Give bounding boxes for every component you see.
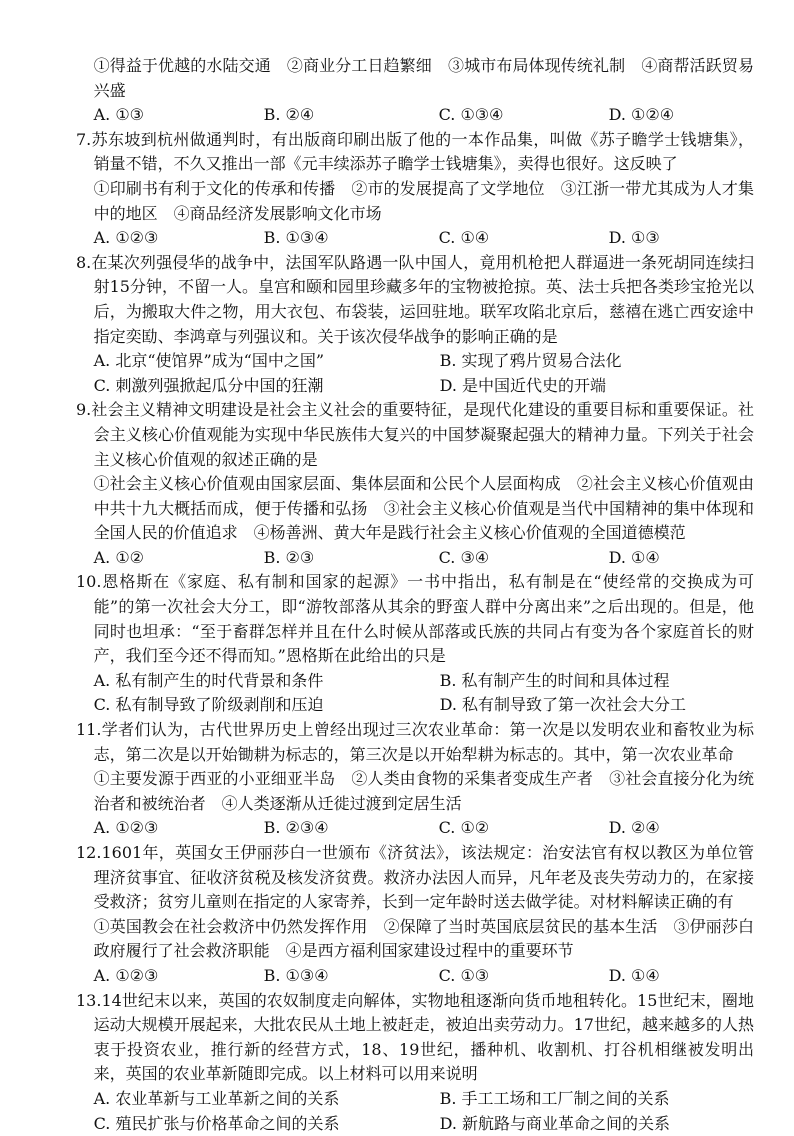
q10-option-a[interactable]: A. 私有制产生的时代背景和条件 (93, 670, 324, 690)
q10-option-c[interactable]: C. 私有制导致了阶级剥削和压迫 (93, 695, 324, 715)
q8-option-d[interactable]: D. 是中国近代史的开端 (439, 375, 607, 395)
q11-options (94, 816, 754, 841)
q12-statements: ①英国教会在社会救济中仍然发挥作用 ②保障了当时英国底层贫民的基本生活 ③伊丽莎白政府履行了社会救济职能 ④是西方福利国家建设过程中的重要环节 (93, 916, 754, 961)
q13-options (94, 1087, 754, 1136)
q9-option-c[interactable]: C. ③④ (438, 547, 490, 567)
q12-options (94, 964, 754, 989)
q7-statements: ①印刷书有利于文化的传承和传播 ②市的发展提高了文学地位 ③江浙一带尤其成为人才集中的地区 ④商品经济发展影响文化市场 (93, 178, 754, 223)
q13-stem-text: 14世纪末以来，英国的农奴制度走向解体，实物地租逐渐向货币地租转化。15世纪末，圈地运动大规模开展起来，大批农民从土地上被赶走，被迫出卖劳动力。17世纪，越来越多的人热衷于投资农业，推行新的经营方式，18、19世纪，播种机、收割机、打谷机相继被发明出来，英国的农业革新随即完成。以上材料可以用来说明 (93, 990, 754, 1084)
q11-number: 11. (76, 720, 102, 740)
q6-option-a[interactable]: A. ①③ (93, 105, 145, 125)
q9-options (94, 546, 754, 571)
q8-stem (76, 251, 754, 349)
q11-option-d[interactable]: D. ②④ (608, 818, 660, 838)
q9-stem (76, 398, 754, 472)
question-11 (76, 718, 754, 841)
q10-stem-text: 恩格斯在《家庭、私有制和国家的起源》一书中指出，私有制是在“使经常的交换成为可能”的第一次社会大分工，即“游牧部落从其余的野蛮人群中分离出来”之后出现的。但是，他同时也坦承：“至于畜群怎样并且在什么时候从部落或氏族的共同占有变为各个家庭首长的财产，我们至今还不得而知。”恩格斯在此给出的只是 (93, 572, 754, 666)
question-12 (76, 841, 754, 989)
q9-option-d[interactable]: D. ①④ (608, 547, 660, 567)
q9-stem-text: 社会主义精神文明建设是社会主义社会的重要特征，是现代化建设的重要目标和重要保证。社会主义核心价值观能为实现中华民族伟大复兴的中国梦凝聚起强大的精神力量。下列关于社会主义核心价值观的叙述正确的是 (91, 400, 754, 469)
q8-option-b[interactable]: B. 实现了鸦片贸易合法化 (439, 351, 622, 371)
q7-number: 7. (76, 129, 92, 149)
q12-option-a[interactable]: A. ①②③ (93, 965, 159, 985)
q6-options (94, 103, 754, 128)
q6-option-b[interactable]: B. ②④ (263, 105, 315, 125)
q12-number: 12. (76, 843, 102, 862)
q7-option-b[interactable]: B. ①③④ (263, 228, 329, 248)
q10-stem (76, 570, 754, 668)
q13-option-d[interactable]: D. 新航路与商业革命之间的关系 (439, 1113, 671, 1133)
q7-stem-text: 苏东坡到杭州做通判时，有出版商印刷出版了他的一本作品集，叫做《苏子瞻学士钱塘集》，销量不错，不久又推出一部《元丰续添苏子瞻学士钱塘集》，卖得也很好。这反映了 (91, 129, 754, 174)
q7-options (94, 226, 754, 251)
q12-stem (76, 841, 754, 915)
q7-option-c[interactable]: C. ①④ (438, 228, 490, 248)
question-7 (76, 128, 754, 251)
q10-number: 10. (76, 572, 102, 592)
q11-option-c[interactable]: C. ①② (438, 818, 490, 838)
q6-option-c[interactable]: C. ①③④ (438, 105, 504, 125)
q13-number: 13. (76, 990, 102, 1010)
question-6-continuation (76, 54, 754, 128)
q11-option-b[interactable]: B. ②③④ (263, 818, 329, 838)
q6-option-d[interactable]: D. ①②④ (608, 105, 675, 125)
q7-stem (76, 128, 754, 177)
q10-options (94, 669, 754, 718)
q13-option-b[interactable]: B. 手工工场和工厂制之间的关系 (439, 1088, 670, 1108)
q6-statements: ①得益于优越的水陆交通 ②商业分工日趋繁细 ③城市布局体现传统礼制 ④商帮活跃贸易兴盛 (93, 56, 754, 100)
question-9 (76, 398, 754, 570)
q13-stem (76, 989, 754, 1087)
q8-option-c[interactable]: C. 刺激列强掀起瓜分中国的狂潮 (93, 375, 324, 395)
q7-option-d[interactable]: D. ①③ (608, 228, 660, 248)
q13-option-c[interactable]: C. 殖民扩张与价格革命之间的关系 (93, 1113, 340, 1133)
q12-option-d[interactable]: D. ①④ (608, 965, 660, 985)
q13-option-a[interactable]: A. 农业革新与工业革新之间的关系 (93, 1088, 340, 1108)
q8-options (94, 349, 754, 398)
q9-option-a[interactable]: A. ①② (93, 547, 145, 567)
q10-option-b[interactable]: B. 私有制产生的时间和具体过程 (439, 670, 670, 690)
q8-option-a[interactable]: A. 北京“使馆界”成为“国中之国” (93, 351, 325, 371)
q11-stem-text: 学者们认为，古代世界历史上曾经出现过三次农业革命：第一次是以发明农业和畜牧业为标志，第二次是以开始锄耕为标志的，第三次是以开始犁耕为标志的。其中，第一次农业革命 (93, 720, 754, 764)
q9-option-b[interactable]: B. ②③ (263, 547, 315, 567)
question-10 (76, 570, 754, 718)
q12-option-b[interactable]: B. ①③④ (263, 965, 329, 985)
q9-statements: ①社会主义核心价值观由国家层面、集体层面和公民个人层面构成 ②社会主义核心价值观由中共十九大概括而成，便于传播和弘扬 ③社会主义核心价值观是当代中国精神的集中体现和全国人民的价值追求 ④杨善洲、黄大年是践行社会主义核心价值观的全国道德模范 (93, 474, 754, 543)
q9-number: 9. (76, 400, 92, 420)
question-13 (76, 989, 754, 1136)
question-8 (76, 251, 754, 399)
q7-option-a[interactable]: A. ①②③ (93, 228, 159, 248)
q11-option-a[interactable]: A. ①②③ (93, 818, 159, 838)
q10-option-d[interactable]: D. 私有制导致了第一次社会大分工 (439, 695, 687, 715)
q12-stem-text: 1601年，英国女王伊丽莎白一世颁布《济贫法》，该法规定：治安法官有权以教区为单位管理济贫事宜、征收济贫税及核发济贫费。救济办法因人而异，凡年老及丧失劳动力的，在家接受救济；贫穷儿童则在指定的人家寄养，长到一定年龄时送去做学徒。对材料解读正确的有 (93, 843, 754, 912)
q8-stem-text: 在某次列强侵华的战争中，法国军队路遇一队中国人，竟用机枪把人群逼进一条死胡同连续扫射15分钟，不留一人。皇宫和颐和园里珍藏多年的宝物被抢掠。英、法士兵把各类珍宝抢光以后，为搬取大件之物，用大衣包、布袋装，运回驻地。联军攻陷北京后，慈禧在逃亡西安途中指定奕劻、李鸿章与列强议和。关于该次侵华战争的影响正确的是 (91, 252, 754, 346)
q8-number: 8. (76, 252, 92, 272)
q12-option-c[interactable]: C. ①③ (438, 965, 490, 985)
q11-stem (76, 718, 754, 767)
q11-statements: ①主要发源于西亚的小亚细亚半岛 ②人类由食物的采集者变成生产者 ③社会直接分化为统治者和被统治者 ④人类逐渐从迁徙过渡到定居生活 (93, 769, 754, 813)
